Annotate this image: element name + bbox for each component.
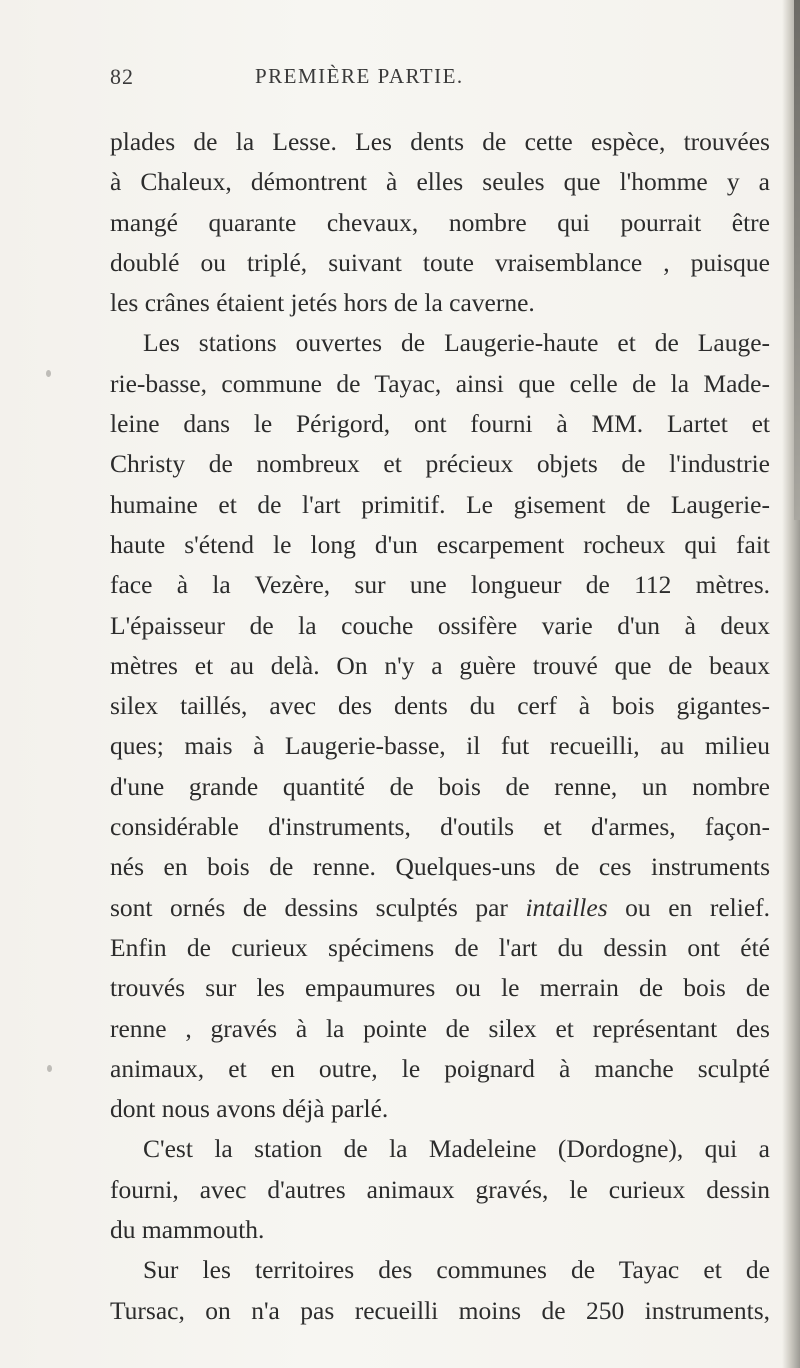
- print-smudge: [46, 370, 51, 377]
- text-line: leine dans le Périgord, ont fourni à MM. Lartet et: [110, 409, 770, 439]
- text-line: Christy de nombreux et précieux objets de l'industrie: [110, 449, 770, 479]
- text-line: renne , gravés à la pointe de silex et représentant des: [110, 1013, 770, 1043]
- text-line: Enfin de curieux spécimens de l'art du dessin ont été: [110, 932, 770, 962]
- text-line: rie-basse, commune de Tayac, ainsi que celle de la Made-: [110, 368, 770, 398]
- italic-term: intailles: [525, 892, 608, 922]
- text-line: considérable d'instruments, d'outils et d'armes, façon-: [110, 812, 770, 842]
- part-title: PREMIÈRE PARTIE.: [255, 64, 464, 88]
- text-line: haute s'étend le long d'un escarpement rocheux qui fait: [110, 529, 770, 559]
- text-fragment: sont ornés de dessins sculptés par: [110, 892, 526, 922]
- print-smudge: [47, 1065, 52, 1072]
- text-line: Les stations ouvertes de Laugerie-haute et de Lauge-: [143, 328, 770, 358]
- text-line: d'une grande quantité de bois de renne, un nombre: [110, 771, 770, 801]
- page-number: 82: [110, 64, 134, 89]
- text-line: doublé ou triplé, suivant toute vraisemblance , puisque: [110, 247, 770, 277]
- text-line: les crânes étaient jetés hors de la caverne.: [110, 288, 535, 318]
- body-text: [110, 122, 770, 1331]
- text-line: fourni, avec d'autres animaux gravés, le curieux dessin: [110, 1174, 770, 1204]
- text-line: trouvés sur les empaumures ou le merrain de bois de: [110, 973, 770, 1003]
- text-line: plades de la Lesse. Les dents de cette espèce, trouvées: [110, 127, 770, 156]
- running-head: [110, 56, 750, 96]
- text-line: à Chaleux, démontrent à elles seules que l'homme y a: [110, 167, 770, 197]
- text-line: animaux, et en outre, le poignard à manche sculpté: [110, 1053, 770, 1083]
- text-line: C'est la station de la Madeleine (Dordogne), qui a: [143, 1134, 770, 1164]
- text-fragment: ou en relief.: [607, 892, 771, 922]
- text-line: silex taillés, avec des dents du cerf à bois gigantes-: [110, 691, 770, 721]
- text-line: mangé quarante chevaux, nombre qui pourrait être: [110, 207, 770, 237]
- text-line: L'épaisseur de la couche ossifère varie d'un à deux: [110, 610, 770, 640]
- text-line: nés en bois de renne. Quelques-uns de ces instruments: [110, 852, 770, 882]
- text-line-with-italic: [110, 888, 770, 928]
- page-edge-dark: [794, 0, 800, 520]
- text-line: Sur les territoires des communes de Tayac et de: [143, 1255, 770, 1285]
- text-line: dont nous avons déjà parlé.: [110, 1094, 389, 1124]
- text-line: mètres et au delà. On n'y a guère trouvé que de beaux: [110, 650, 770, 680]
- text-line: Tursac, on n'a pas recueilli moins de 250 instruments,: [110, 1295, 770, 1325]
- text-line: face à la Vezère, sur une longueur de 112 mètres.: [110, 570, 770, 600]
- text-line: ques; mais à Laugerie-basse, il fut recueilli, au milieu: [110, 731, 770, 761]
- text-line: humaine et de l'art primitif. Le gisement de Laugerie-: [110, 489, 770, 519]
- text-line: du mammouth.: [110, 1215, 265, 1245]
